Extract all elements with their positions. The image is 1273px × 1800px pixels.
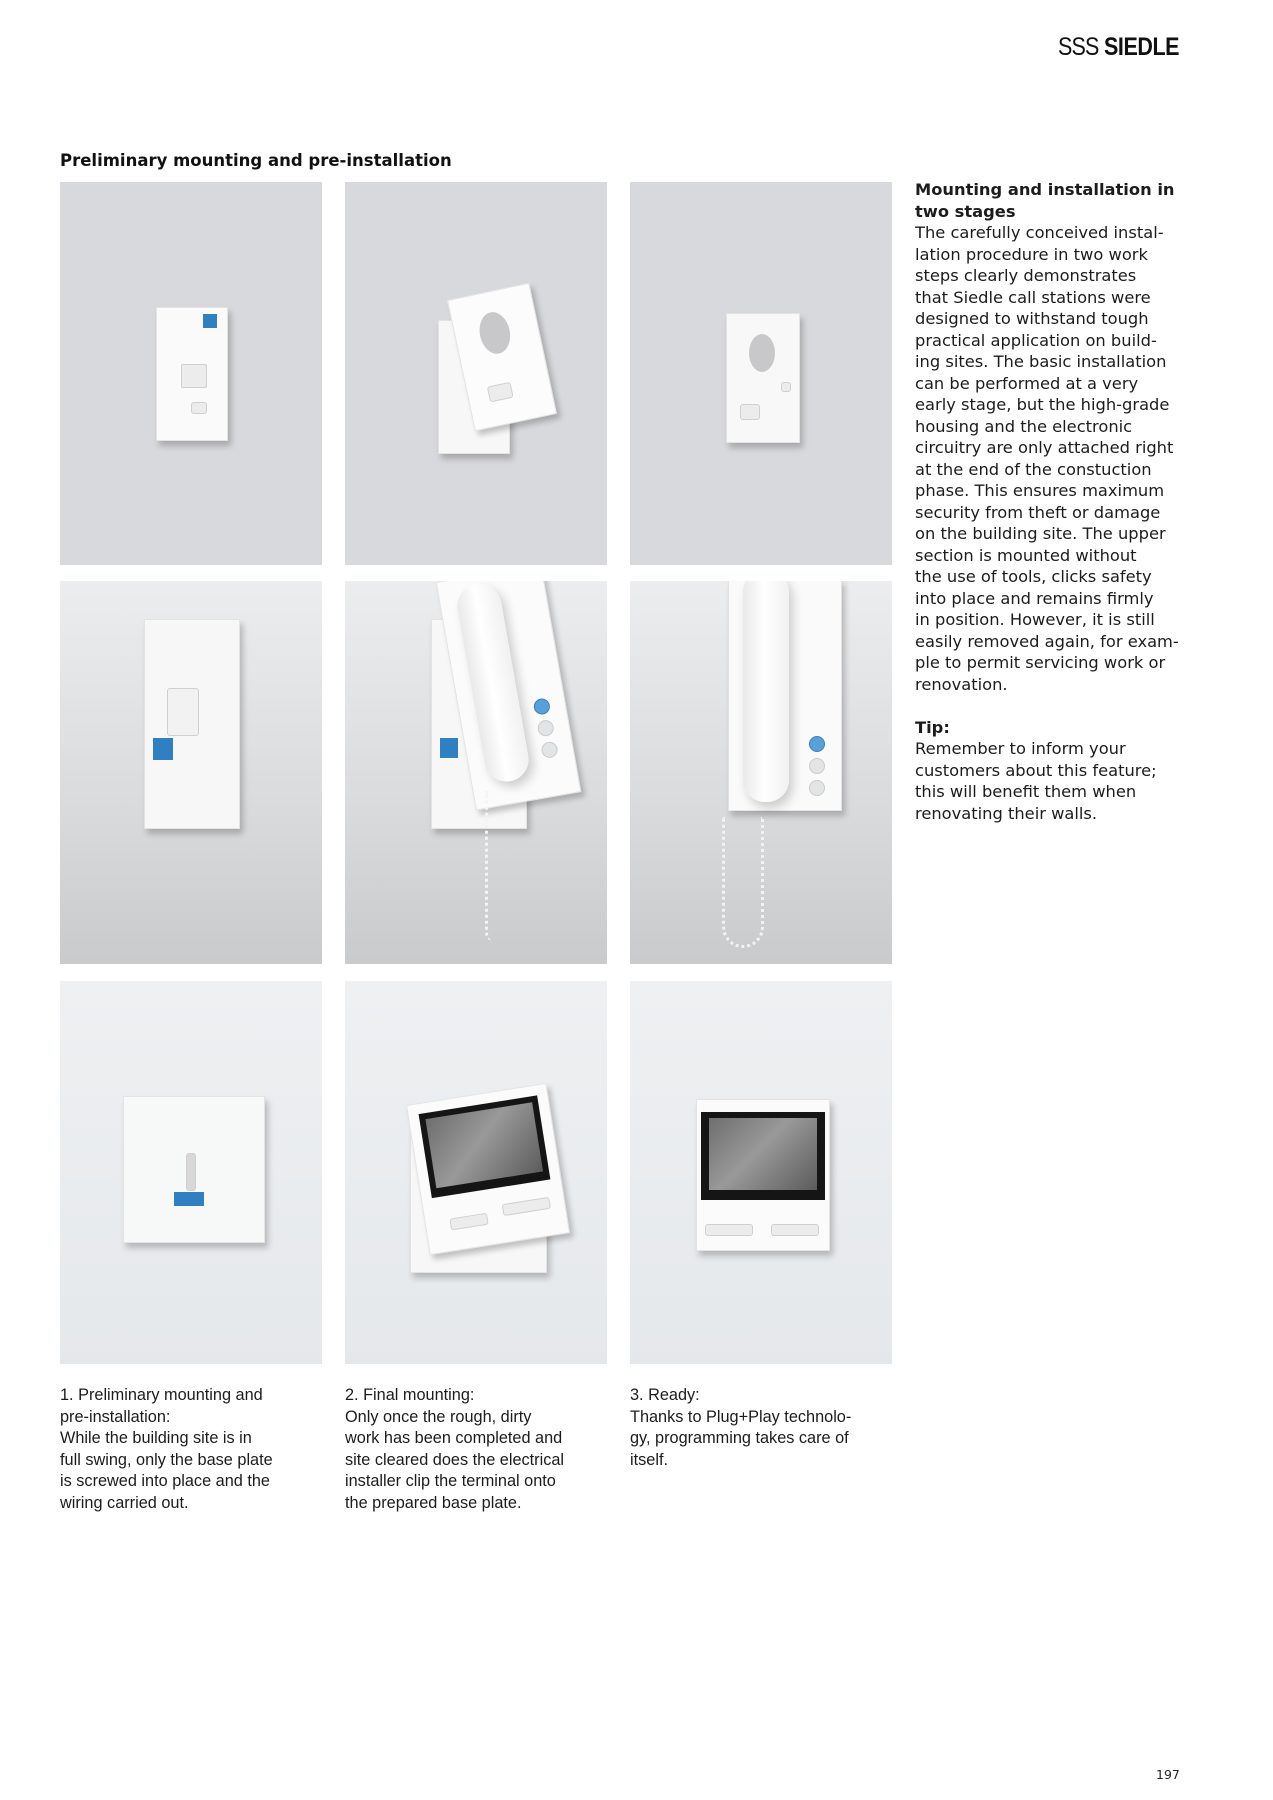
caption-line: pre-installation:	[60, 1407, 171, 1426]
connector	[191, 402, 207, 414]
body-line: on the building site. The upper	[915, 524, 1166, 543]
base-plate	[123, 1096, 265, 1243]
sidebar-heading: Mounting and installation in two stages	[915, 180, 1175, 221]
base-plate	[156, 307, 228, 441]
body-line: designed to withstand tough	[915, 309, 1149, 328]
light-button	[781, 382, 791, 392]
caption-line: gy, programming takes care of	[630, 1429, 849, 1447]
photo-audio-clip-on	[345, 182, 607, 565]
display	[701, 1112, 825, 1200]
display-glass	[709, 1118, 817, 1190]
handset-telephone	[728, 581, 842, 811]
function-buttons	[502, 1197, 551, 1216]
photo-video-clip-on	[345, 981, 607, 1364]
terminal-block-icon	[203, 314, 217, 328]
photo-handset-base-plate	[60, 581, 322, 964]
talk-button	[705, 1224, 753, 1236]
tip-line: this will benefit them when	[915, 782, 1137, 801]
talk-button	[449, 1213, 488, 1231]
body-line: at the end of the constuction	[915, 459, 1152, 479]
caption-step-3	[630, 1385, 892, 1471]
function-button	[809, 758, 825, 774]
function-button	[540, 741, 559, 760]
body-line: renovation.	[915, 674, 1008, 694]
caption-line: 1. Preliminary mounting and	[60, 1386, 263, 1404]
speaker-grille-icon	[749, 334, 775, 372]
handset	[743, 581, 789, 802]
photo-audio-finished	[630, 182, 892, 565]
body-line: the use of tools, clicks safety	[915, 567, 1152, 586]
body-line: into place and remains firmly	[915, 588, 1154, 608]
tip-line: Remember to inform your	[915, 739, 1126, 758]
caption-line: 2. Final mounting:	[345, 1386, 475, 1404]
terminal-block-icon	[174, 1192, 204, 1206]
coiled-cord	[485, 791, 502, 941]
body-line: circuitry are only attached right	[915, 438, 1174, 457]
function-button	[536, 719, 555, 738]
siedle-logo	[1058, 33, 1179, 62]
caption-line: Only once the rough, dirty	[345, 1407, 532, 1426]
door-release-button	[809, 736, 825, 752]
display	[419, 1095, 551, 1198]
logo-mark: SSS	[1058, 33, 1099, 61]
base-plate	[144, 619, 240, 829]
body-line: that Siedle call stations were	[915, 287, 1151, 307]
body-line: housing and the electronic	[915, 416, 1133, 436]
page-number: 197	[1156, 1767, 1180, 1782]
body-line: security from theft or damage	[915, 502, 1161, 522]
wiring-channel	[167, 688, 199, 736]
body-line: can be performed at a very	[915, 373, 1139, 393]
body-line: section is mounted without	[915, 545, 1137, 565]
photo-handset-finished	[630, 581, 892, 964]
function-button	[809, 780, 825, 796]
coiled-cord	[722, 817, 764, 948]
tip-heading: Tip:	[915, 717, 950, 737]
caption-line: wiring carried out.	[60, 1493, 189, 1512]
body-line: phase. This ensures maximum	[915, 481, 1165, 500]
caption-line: Thanks to Plug+Play technolo-	[630, 1407, 852, 1426]
body-line: The carefully conceived instal-	[915, 223, 1164, 242]
tip-line: renovating their walls.	[915, 803, 1098, 823]
speaker-grille-icon	[476, 309, 514, 356]
door-release-button	[533, 697, 552, 716]
call-button	[740, 404, 760, 420]
display-glass	[425, 1102, 543, 1188]
body-line: ing sites. The basic installation	[915, 352, 1167, 371]
call-button	[487, 382, 514, 403]
photo-video-finished	[630, 981, 892, 1364]
caption-line: the prepared base plate.	[345, 1493, 522, 1512]
body-line: practical application on build-	[915, 330, 1157, 350]
body-line: early stage, but the high-grade	[915, 395, 1170, 414]
caption-line: site cleared does the electrical	[345, 1450, 565, 1469]
caption-line: full swing, only the base plate	[60, 1450, 273, 1469]
tip-line: customers about this feature;	[915, 760, 1157, 780]
caption-step-1	[60, 1385, 322, 1514]
caption-line: work has been completed and	[345, 1429, 563, 1447]
body-line: in position. However, it is still	[915, 610, 1155, 629]
photo-video-base-plate	[60, 981, 322, 1364]
sidebar-text	[915, 179, 1185, 824]
cable-icon	[186, 1153, 196, 1191]
photo-audio-base-plate	[60, 182, 322, 565]
body-line: ple to permit servicing work or	[915, 653, 1166, 672]
speaker-station	[726, 313, 800, 443]
video-indoor-station	[696, 1099, 830, 1251]
caption-line: 3. Ready:	[630, 1386, 700, 1404]
video-station-upper-section	[406, 1083, 570, 1255]
caption-line: is screwed into place and the	[60, 1472, 270, 1490]
photo-handset-clip-on	[345, 581, 607, 964]
handset	[454, 581, 532, 785]
section-title: Preliminary mounting and pre-installation	[60, 151, 452, 170]
caption-line: itself.	[630, 1450, 669, 1469]
logo-word: SIEDLE	[1103, 33, 1180, 61]
body-line: lation procedure in two work	[915, 244, 1148, 264]
body-line: easily removed again, for exam-	[915, 631, 1179, 651]
caption-step-2	[345, 1385, 607, 1514]
body-line: steps clearly demonstrates	[915, 266, 1137, 285]
caption-line: installer clip the terminal onto	[345, 1472, 556, 1490]
terminal-block-icon	[440, 738, 458, 758]
function-buttons	[771, 1224, 819, 1236]
caption-line: While the building site is in	[60, 1429, 252, 1447]
speaker-cutout	[181, 364, 207, 388]
terminal-block-icon	[153, 738, 173, 760]
